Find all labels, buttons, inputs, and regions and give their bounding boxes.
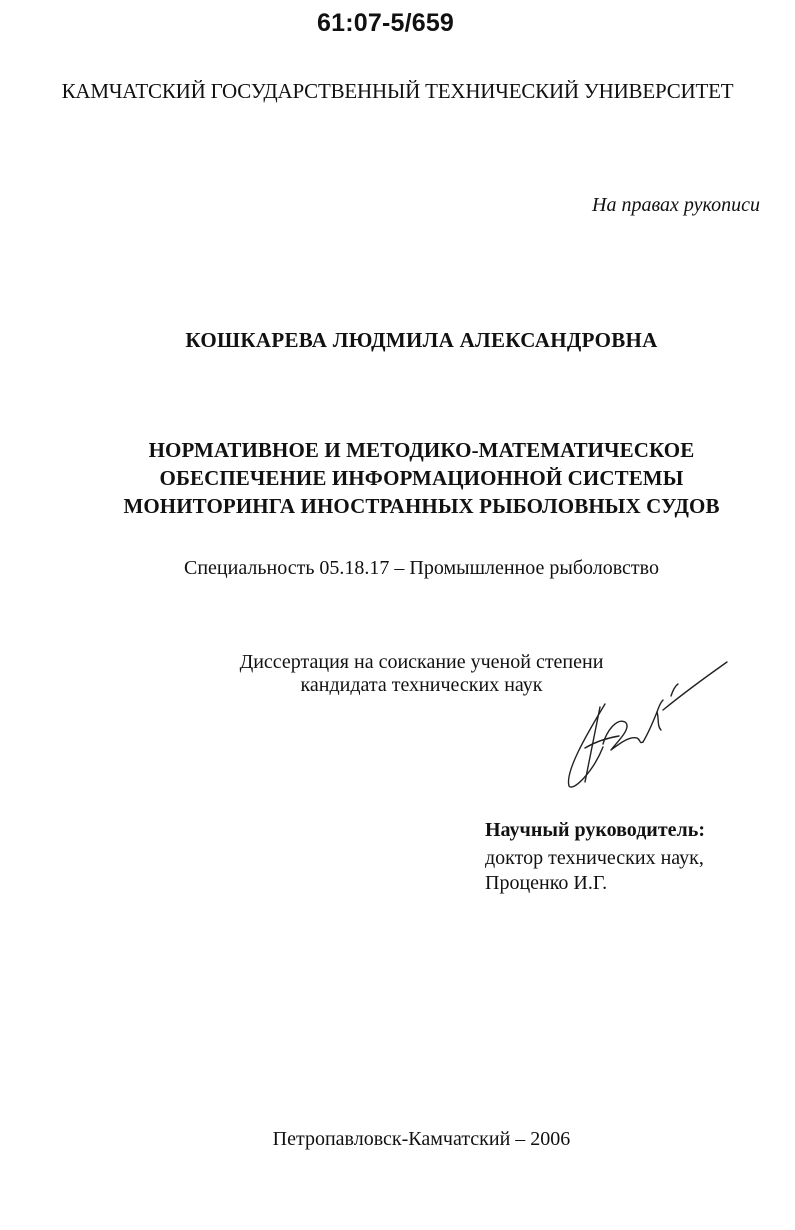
author-name: КОШКАРЕВА ЛЮДМИЛА АЛЕКСАНДРОВНА	[185, 328, 658, 352]
title-line: МОНИТОРИНГА ИНОСТРАННЫХ РЫБОЛОВНЫХ СУДОВ	[123, 494, 720, 518]
degree-statement-line: кандидата технических наук	[300, 674, 543, 696]
handwritten-signature	[545, 652, 745, 802]
advisor-heading: Научный руководитель:	[485, 819, 705, 841]
advisor-name: Проценко И.Г.	[485, 872, 608, 894]
catalog-number: 61:07-5/659	[317, 9, 455, 37]
title-line: НОРМАТИВНОЕ И МЕТОДИКО-МАТЕМАТИЧЕСКОЕ	[148, 438, 695, 462]
university-name: КАМЧАТСКИЙ ГОСУДАРСТВЕННЫЙ ТЕХНИЧЕСКИЙ УНИВЕРСИТЕТ	[61, 79, 734, 103]
advisor-degree: доктор технических наук,	[485, 847, 704, 869]
degree-statement-line: Диссертация на соискание ученой степени	[239, 651, 604, 673]
manuscript-note: На правах рукописи	[592, 194, 760, 216]
city-year: Петропавловск-Камчатский – 2006	[272, 1128, 571, 1150]
dissertation-title	[0, 436, 795, 520]
title-line: ОБЕСПЕЧЕНИЕ ИНФОРМАЦИОННОЙ СИСТЕМЫ	[159, 466, 684, 490]
scientific-advisor	[485, 818, 705, 896]
specialty: Специальность 05.18.17 – Промышленное рыболовство	[184, 557, 659, 579]
